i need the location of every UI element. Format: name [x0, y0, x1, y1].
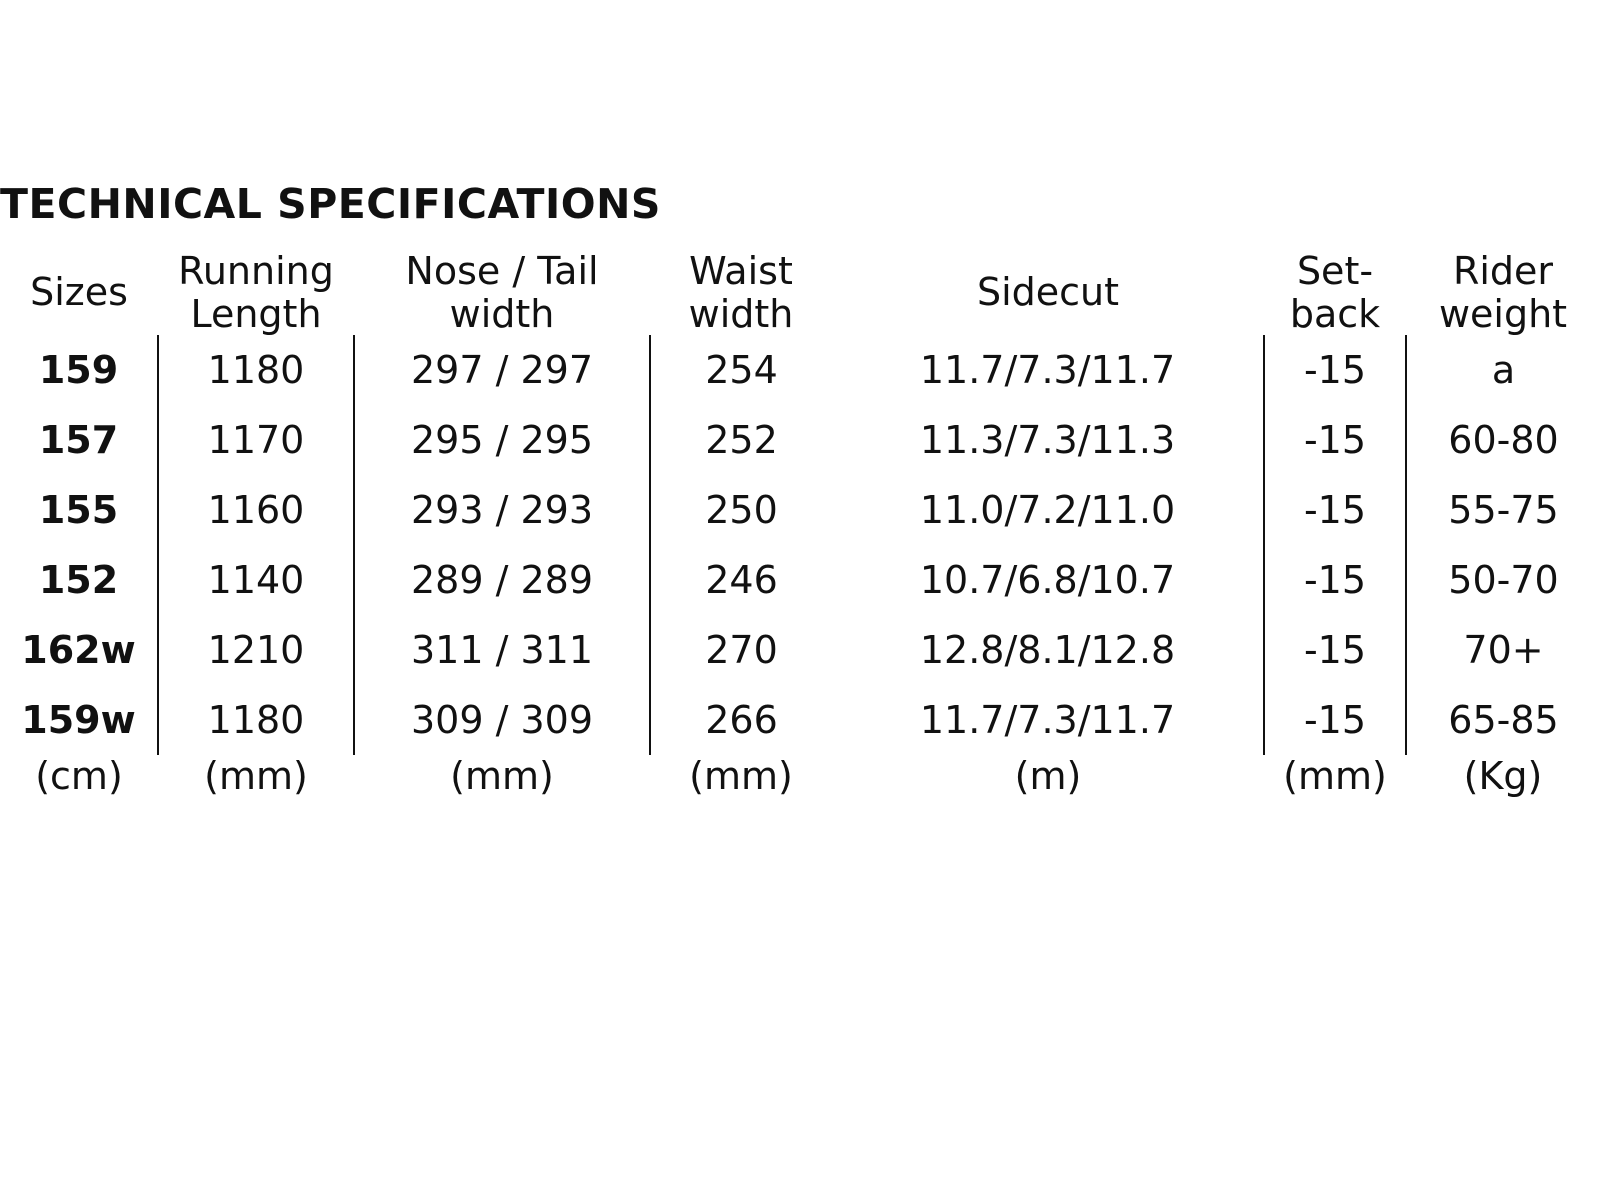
cell-waist-width: 254	[650, 335, 832, 405]
units-row	[0, 755, 1600, 798]
column-header-running-length	[158, 250, 354, 335]
cell-sidecut: 11.0/7.2/11.0	[919, 487, 1176, 532]
cell-waist-width: 270	[650, 615, 832, 685]
cell-rider-weight: 60-80	[1406, 405, 1600, 475]
column-header-nose-tail-width-line2: width	[449, 291, 555, 336]
table-row	[0, 405, 1600, 475]
table-units-row	[0, 755, 1600, 798]
cell-running-length: 1170	[158, 405, 354, 475]
cell-running-length: 1160	[158, 475, 354, 545]
unit-sizes: (cm)	[35, 754, 123, 799]
cell-sidecut: 12.8/8.1/12.8	[919, 627, 1176, 672]
cell-nose-tail-width: 297 / 297	[354, 335, 650, 405]
unit-running-length: (mm)	[204, 754, 308, 799]
column-header-rider-weight-line2: weight	[1438, 291, 1568, 336]
cell-setback: -15	[1264, 545, 1406, 615]
table-row	[0, 475, 1600, 545]
cell-running-length: 1180	[158, 335, 354, 405]
cell-sidecut: 11.7/7.3/11.7	[919, 347, 1176, 392]
cell-waist-width: 266	[650, 685, 832, 755]
column-header-setback-line1: Set-	[1296, 249, 1374, 293]
cell-size: 162w	[21, 627, 136, 672]
cell-rider-weight: a	[1406, 335, 1600, 405]
column-header-waist-width-line2: width	[688, 291, 794, 336]
table-row	[0, 685, 1600, 755]
cell-size: 152	[38, 557, 119, 602]
cell-setback: -15	[1264, 335, 1406, 405]
cell-running-length: 1180	[158, 685, 354, 755]
cell-sidecut: 11.7/7.3/11.7	[919, 697, 1176, 742]
unit-sidecut: (m)	[1014, 754, 1082, 799]
table-header	[0, 250, 1600, 335]
table-header-row	[0, 250, 1600, 335]
column-header-sizes	[0, 250, 158, 335]
unit-waist-width: (mm)	[689, 754, 793, 799]
unit-rider-weight: (Kg)	[1463, 754, 1543, 799]
cell-setback: -15	[1264, 405, 1406, 475]
cell-sidecut: 11.3/7.3/11.3	[919, 417, 1176, 462]
cell-running-length: 1140	[158, 545, 354, 615]
unit-nose-tail-width: (mm)	[450, 754, 554, 799]
column-header-setback-line2: back	[1289, 291, 1381, 336]
page-title: TECHNICAL SPECIFICATIONS	[0, 180, 661, 228]
table-row	[0, 335, 1600, 405]
column-header-setback	[1264, 250, 1406, 335]
cell-size: 157	[38, 417, 119, 462]
column-header-waist-width	[650, 250, 832, 335]
column-header-nose-tail-width-line1: Nose / Tail	[405, 249, 599, 293]
column-header-sidecut-line1: Sidecut	[976, 270, 1120, 315]
cell-setback: -15	[1264, 475, 1406, 545]
column-header-running-length-line1: Running	[178, 249, 334, 293]
column-header-nose-tail-width	[354, 250, 650, 335]
cell-nose-tail-width: 289 / 289	[354, 545, 650, 615]
cell-running-length: 1210	[158, 615, 354, 685]
column-header-sidecut	[832, 250, 1264, 335]
cell-nose-tail-width: 295 / 295	[354, 405, 650, 475]
cell-rider-weight: 55-75	[1406, 475, 1600, 545]
cell-waist-width: 252	[650, 405, 832, 475]
technical-specifications-table	[0, 250, 1600, 798]
unit-setback: (mm)	[1283, 754, 1387, 799]
table-body	[0, 335, 1600, 755]
table-row	[0, 615, 1600, 685]
cell-nose-tail-width: 311 / 311	[354, 615, 650, 685]
cell-nose-tail-width: 293 / 293	[354, 475, 650, 545]
cell-size: 155	[38, 487, 119, 532]
column-header-sizes-line1: Sizes	[30, 270, 128, 315]
cell-waist-width: 250	[650, 475, 832, 545]
technical-specifications-block	[0, 180, 1600, 798]
column-header-rider-weight	[1406, 250, 1600, 335]
cell-setback: -15	[1264, 615, 1406, 685]
cell-waist-width: 246	[650, 545, 832, 615]
cell-rider-weight: 50-70	[1406, 545, 1600, 615]
cell-size: 159	[38, 347, 119, 392]
cell-rider-weight: 65-85	[1406, 685, 1600, 755]
cell-nose-tail-width: 309 / 309	[354, 685, 650, 755]
cell-setback: -15	[1264, 685, 1406, 755]
column-header-waist-width-line1: Waist	[689, 249, 793, 293]
cell-sidecut: 10.7/6.8/10.7	[919, 557, 1176, 602]
column-header-running-length-line2: Length	[190, 291, 322, 336]
cell-size: 159w	[21, 697, 136, 742]
table-row	[0, 545, 1600, 615]
cell-rider-weight: 70+	[1406, 615, 1600, 685]
column-header-rider-weight-line1: Rider	[1452, 249, 1554, 293]
